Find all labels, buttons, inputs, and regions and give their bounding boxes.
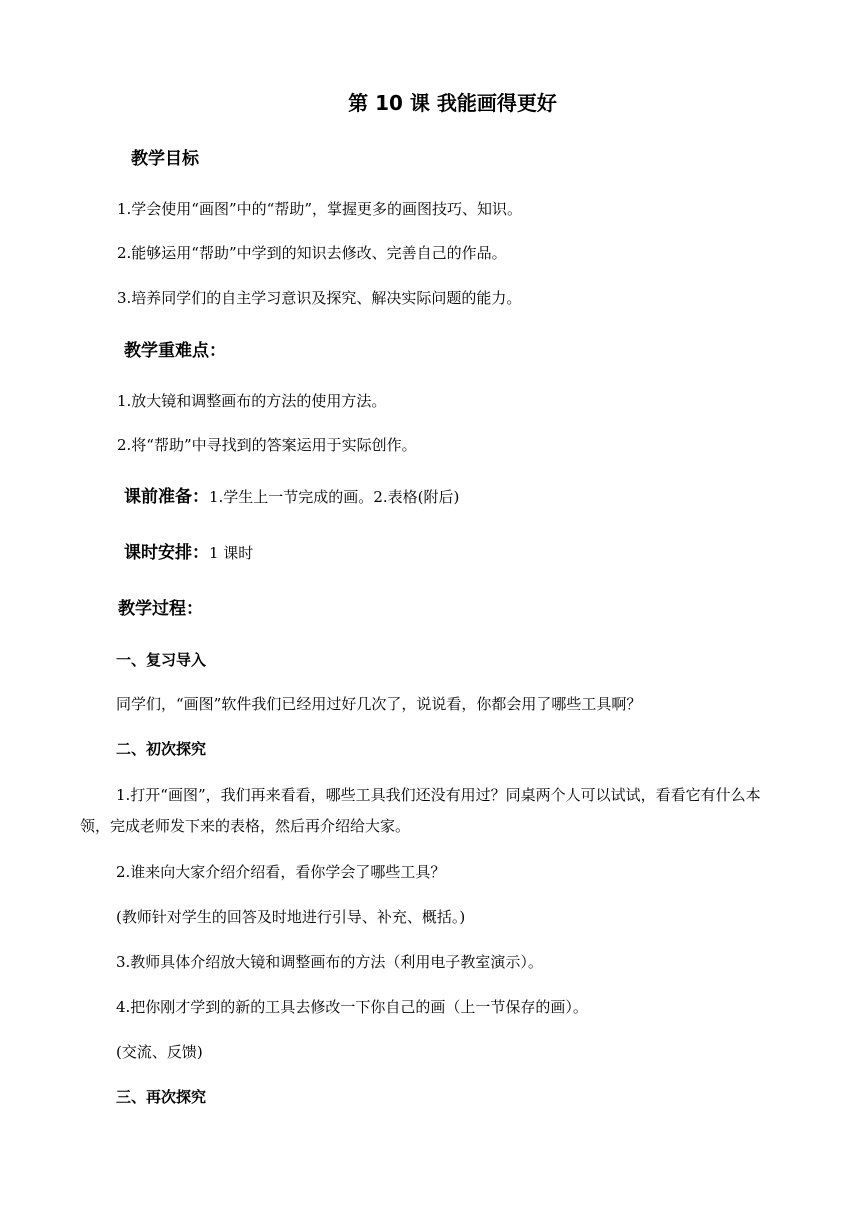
section-2-note-2: (交流、反馈) [116,1043,203,1061]
section-1-title: 一、复习导入 [116,651,207,669]
schedule-row [124,542,253,564]
section-2-note-1: (教师针对学生的回答及时地进行引导、补充、概括。) [116,908,466,926]
process-heading: 教学过程： [118,599,203,619]
objectives-heading: 教学目标 [131,149,199,169]
objective-item-3: 3.培养同学们的自主学习意识及探究、解决实际问题的能力。 [117,289,522,307]
section-1-text: 同学们，“画图”软件我们已经用过好几次了，说说看，你都会用了哪些工具啊？ [116,695,642,713]
key-point-item-2: 2.将“帮助”中寻找到的答案运用于实际创作。 [117,436,417,454]
objective-item-1: 1.学会使用“画图”中的“帮助”，掌握更多的画图技巧、知识。 [117,200,522,218]
section-2-paragraph-2: 2.谁来向大家介绍介绍看，看你学会了哪些工具？ [116,863,446,881]
section-2-paragraph-4: 4.把你刚才学到的新的工具去修改一下你自己的画（上一节保存的画）。 [116,998,588,1016]
preparation-text: 1.学生上一节完成的画。2.表格(附后) [209,488,460,506]
schedule-text: 1 课时 [209,544,254,562]
schedule-label: 课时安排： [124,543,209,563]
preparation-label: 课前准备： [124,487,209,507]
objective-item-2: 2.能够运用“帮助”中学到的知识去修改、完善自己的作品。 [117,244,507,262]
section-2-paragraph-3: 3.教师具体介绍放大镜和调整画布的方法（利用电子教室演示）。 [116,953,543,971]
preparation-row [124,486,459,508]
section-3-title: 三、再次探究 [116,1088,207,1106]
key-point-item-1: 1.放大镜和调整画布的方法的使用方法。 [117,392,387,410]
section-2-title: 二、初次探究 [116,740,207,758]
section-2-paragraph-1: 1.打开“画图”，我们再来看看，哪些工具我们还没有用过？同桌两个人可以试试，看看它有什么本领，完成老师发下来的表格，然后再介绍给大家。 [80,786,761,835]
lesson-title: 第 10 课 我能画得更好 [348,91,557,115]
key-points-heading: 教学重难点： [124,341,226,361]
